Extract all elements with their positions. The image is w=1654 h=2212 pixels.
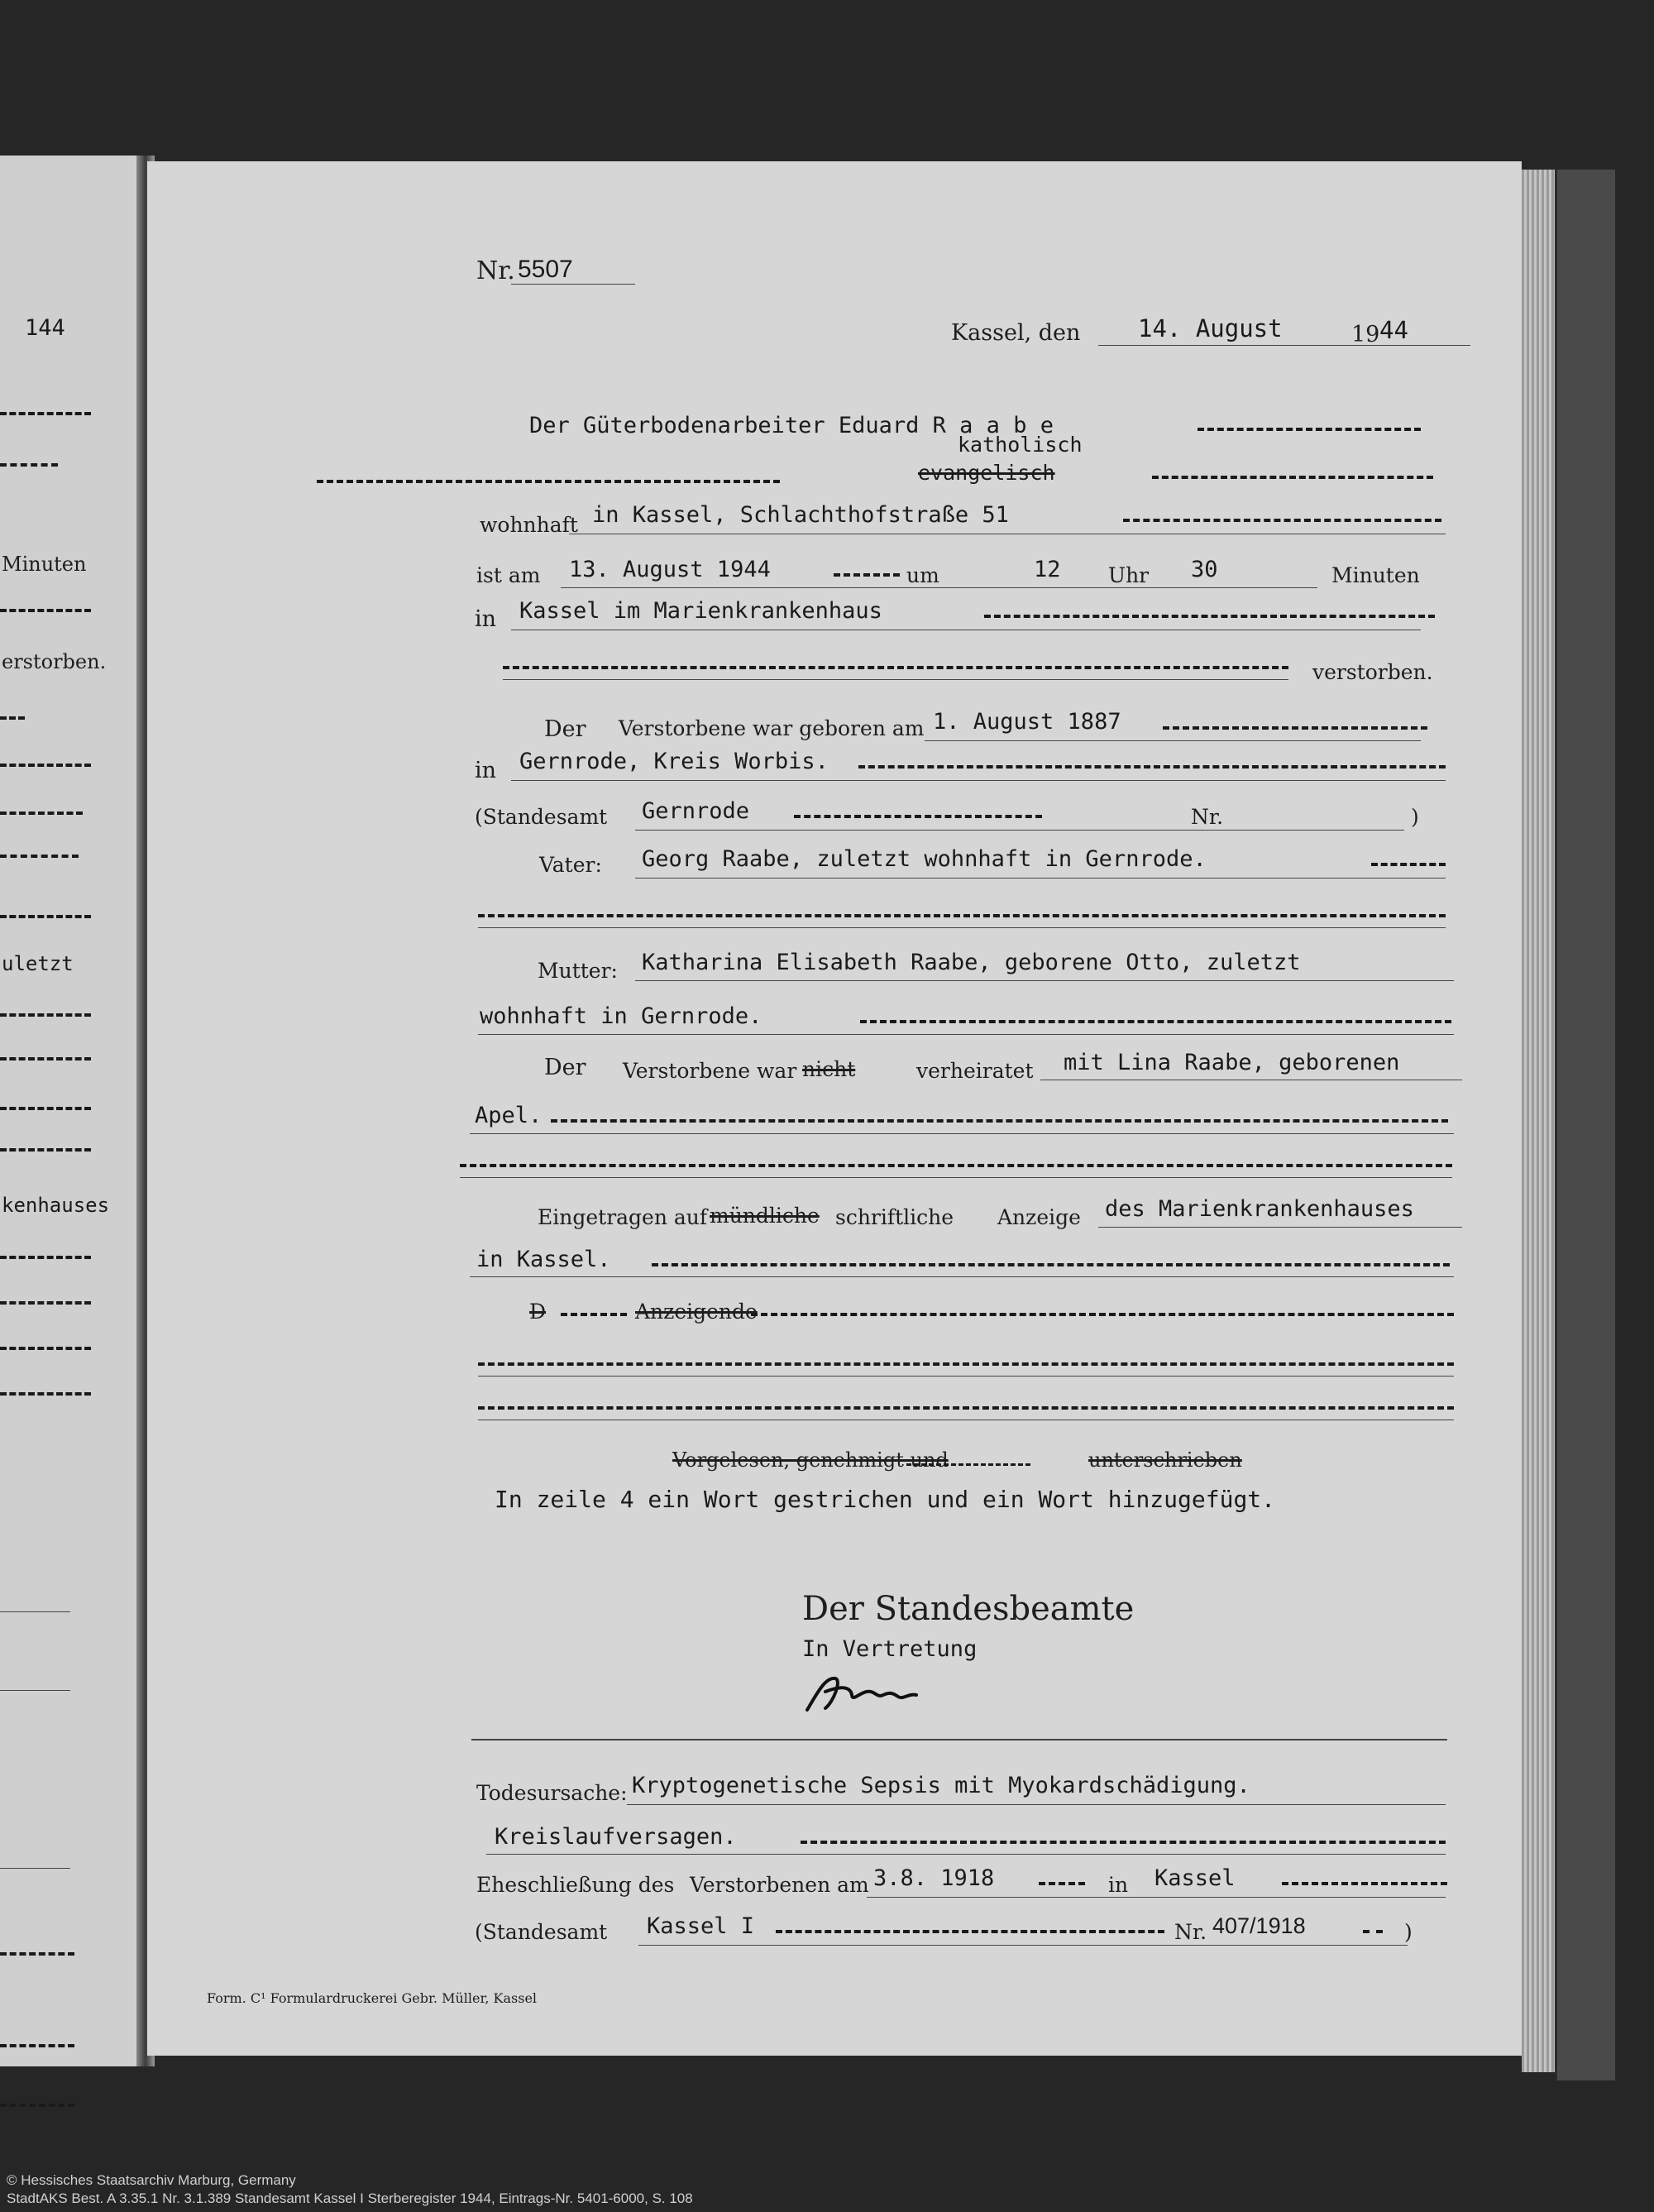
birth-registry-value: Gernrode [642, 798, 750, 824]
fill-dash [984, 615, 1435, 618]
marriage-rule [867, 1897, 1446, 1898]
left-dash-line [0, 855, 79, 858]
registrar-deputy: In Vertretung [802, 1636, 978, 1662]
marriage-date: 3.8. 1918 [873, 1865, 995, 1891]
entry-number-label: Nr. [476, 256, 515, 285]
fill-dash [460, 1164, 1452, 1167]
left-rule [0, 1868, 70, 1869]
marriage-registry-close: ) [1404, 1920, 1413, 1944]
left-dash-line [0, 764, 91, 767]
fill-dash [834, 573, 900, 577]
registered-value-line-2: in Kassel. [476, 1247, 611, 1272]
registered-rule-2 [470, 1276, 1454, 1277]
death-um-label: um [906, 563, 939, 587]
birth-place-rule [511, 780, 1446, 781]
registered-written: schriftliche [835, 1205, 954, 1229]
cause-value-line-2: Kreislaufversagen. [495, 1824, 737, 1850]
spouse-rule-2 [470, 1133, 1454, 1134]
left-fragment-zuletzt: uletzt [2, 952, 74, 975]
entry-number: 5507 [518, 256, 573, 283]
fill-dash [801, 1841, 1446, 1844]
birth-date: 1. August 1887 [933, 709, 1121, 735]
cause-rule-2 [486, 1854, 1446, 1855]
death-uhr-label: Uhr [1108, 563, 1150, 587]
marital-status: verheiratet [916, 1059, 1034, 1083]
fill-dash [478, 1362, 1454, 1366]
deceased-occupation-name: Der Güterbodenarbeiter Eduard R a a b e [529, 413, 1054, 438]
registered-notice: Anzeige [997, 1205, 1081, 1229]
father-value: Georg Raabe, zuletzt wohnhaft in Gernrode. [642, 846, 1207, 872]
left-dash-line [0, 1347, 91, 1350]
left-dash-line [0, 1013, 91, 1017]
marriage-mid: Verstorbenen am [690, 1873, 869, 1897]
place-date-label: Kassel, den [951, 320, 1081, 346]
left-dash-line [0, 2104, 74, 2107]
left-dash-line [0, 1107, 91, 1110]
archive-footer [0, 2167, 1654, 2212]
residence-value: in Kassel, Schlachthofstraße 51 [592, 502, 1009, 528]
mother-value-line-1: Katharina Elisabeth Raabe, geborene Otto, zuletzt [642, 950, 1301, 975]
marriage-registry-value: Kassel I [647, 1913, 755, 1939]
archive-copyright: © Hessisches Staatsarchiv Marburg, Germany [7, 2172, 296, 2188]
marital-struck: nicht [802, 1057, 856, 1081]
death-minutes-label: Minuten [1331, 563, 1420, 587]
fill-dash [1197, 428, 1421, 431]
register-page [147, 161, 1522, 2056]
cause-value-line-1: Kryptogenetische Sepsis mit Myokardschädigung. [632, 1773, 1250, 1798]
registered-rule [1098, 1227, 1462, 1228]
book-cover [1555, 170, 1615, 2080]
marriage-registry-nr-label: Nr. [1174, 1920, 1207, 1944]
fill-dash [1123, 519, 1441, 522]
year-suffix: 44 [1379, 316, 1408, 344]
marriage-label: Eheschließung des [476, 1873, 675, 1897]
year-prefix: 19 [1351, 322, 1380, 347]
left-dash-line [0, 1148, 91, 1151]
spouse-line-1: mit Lina Raabe, geborenen [1064, 1050, 1400, 1075]
fill-dash [478, 1406, 1454, 1410]
fill-dash [1363, 1930, 1383, 1933]
spouse-rule-3 [460, 1177, 1452, 1178]
religion-inserted: katholisch [958, 433, 1083, 457]
left-dash-line [0, 1301, 91, 1305]
spouse-line-2: Apel. [475, 1103, 543, 1128]
fill-dash [776, 1930, 1164, 1933]
left-dash-line [0, 1256, 91, 1259]
form-printer-note: Form. C¹ Formulardruckerei Gebr. Müller, Kassel [207, 1990, 538, 2006]
death-place: Kassel im Marienkrankenhaus [519, 598, 882, 624]
fill-dash [503, 666, 1288, 669]
informant-struck: D [529, 1300, 547, 1324]
died-label: verstorben. [1312, 660, 1433, 684]
fill-dash [1152, 476, 1433, 479]
fill-dash [751, 1313, 1454, 1316]
correction-note: In zeile 4 ein Wort gestrichen und ein Wort hinzugefügt. [495, 1486, 1276, 1513]
registration-date: 14. August [1138, 314, 1283, 342]
fill-dash [561, 1313, 627, 1316]
death-time-rule [561, 587, 1317, 588]
father-label: Vater: [539, 853, 602, 877]
registrar-title: Der Standesbeamte [802, 1590, 1135, 1628]
fill-dash [1282, 1882, 1447, 1885]
birth-place: Gernrode, Kreis Worbis. [519, 749, 829, 774]
cause-label: Todesursache: [476, 1781, 628, 1805]
left-rule [0, 1611, 70, 1612]
fill-dash [1371, 863, 1446, 866]
left-fragment-verstorben: erstorben. [2, 650, 107, 673]
fill-dash [1163, 726, 1427, 730]
fill-dash [317, 480, 780, 483]
left-dash-line [0, 716, 25, 720]
birth-date-rule [925, 740, 1421, 741]
registered-value-line-1: des Marienkrankenhauses [1105, 1196, 1414, 1222]
marriage-registry-nr: 407/1918 [1212, 1913, 1306, 1938]
birth-registry-rule [635, 830, 1404, 831]
birth-place-in: in [475, 758, 497, 783]
marital-prefix: Der [544, 1055, 586, 1080]
registered-label: Eingetragen auf [538, 1205, 708, 1229]
left-dash-line [0, 915, 91, 918]
left-rule [0, 1690, 70, 1691]
fill-dash [906, 1463, 1030, 1466]
left-fragment-minuten: Minuten [2, 553, 87, 576]
marriage-in: in [1108, 1873, 1129, 1897]
left-dash-line [0, 812, 83, 815]
left-fragment-krankenhauses: kenhauses [2, 1194, 110, 1217]
left-dash-line [0, 1952, 74, 1956]
fill-dash [858, 765, 1446, 768]
father-rule [635, 878, 1446, 879]
birth-label: Verstorbene war geboren am [619, 716, 925, 740]
date-rule [1098, 345, 1470, 346]
cause-rule [627, 1804, 1446, 1805]
left-dash-line [0, 412, 91, 415]
mother-rule [635, 980, 1454, 981]
fill-dash [794, 815, 1042, 818]
left-dash-line [0, 2044, 74, 2047]
residence-label: wohnhaft [480, 513, 578, 537]
fill-dash [478, 914, 1446, 917]
left-dash-line [0, 609, 91, 612]
registrar-rule [471, 1739, 1447, 1740]
marriage-registry-label: (Standesamt [475, 1920, 608, 1944]
death-date: 13. August 1944 [569, 557, 771, 582]
mother-value-line-2: wohnhaft in Gernrode. [480, 1003, 762, 1029]
fill-dash [1039, 1882, 1085, 1885]
birth-registry-nr: Nr. [1191, 805, 1224, 829]
signed: unterschrieben [1088, 1448, 1242, 1472]
death-minute: 30 [1191, 557, 1218, 582]
fill-dash [860, 1020, 1451, 1023]
marital-label: Verstorbene war [623, 1059, 797, 1083]
death-date-prefix: ist am [476, 563, 541, 587]
read-approved: Vorgelesen, genehmigt und [672, 1448, 949, 1472]
archive-citation: StadtAKS Best. A 3.35.1 Nr. 3.1.389 Standesamt Kassel I Sterberegister 1944, Eintrags-Nr. 5401-6000, S. 108 [7, 2190, 693, 2206]
fill-dash [551, 1119, 1448, 1123]
birth-prefix: Der [544, 716, 586, 742]
registered-struck: mündliche [710, 1204, 820, 1228]
informant-rule [478, 1376, 1454, 1377]
marriage-registry-rule [638, 1945, 1408, 1946]
left-year-fragment: 144 [25, 315, 65, 341]
marriage-place: Kassel [1154, 1865, 1236, 1891]
registrar-signature-icon [801, 1669, 925, 1718]
mother-rule-2 [478, 1034, 1454, 1035]
entry-number-rule [511, 284, 635, 285]
death-place-rule-2 [503, 679, 1288, 680]
death-place-in: in [475, 606, 497, 632]
father-rule-2 [478, 927, 1446, 928]
birth-registry-label: (Standesamt [475, 805, 608, 829]
religion-struck: evangelisch [918, 461, 1055, 485]
death-hour: 12 [1034, 557, 1061, 582]
informant-label: Anzeigende [635, 1300, 758, 1324]
mother-label: Mutter: [538, 959, 618, 983]
left-page [0, 156, 147, 2066]
fill-dash [652, 1263, 1450, 1266]
left-dash-line [0, 463, 58, 467]
left-dash-line [0, 1392, 91, 1396]
birth-registry-close: ) [1411, 805, 1419, 829]
left-dash-line [0, 1057, 91, 1061]
